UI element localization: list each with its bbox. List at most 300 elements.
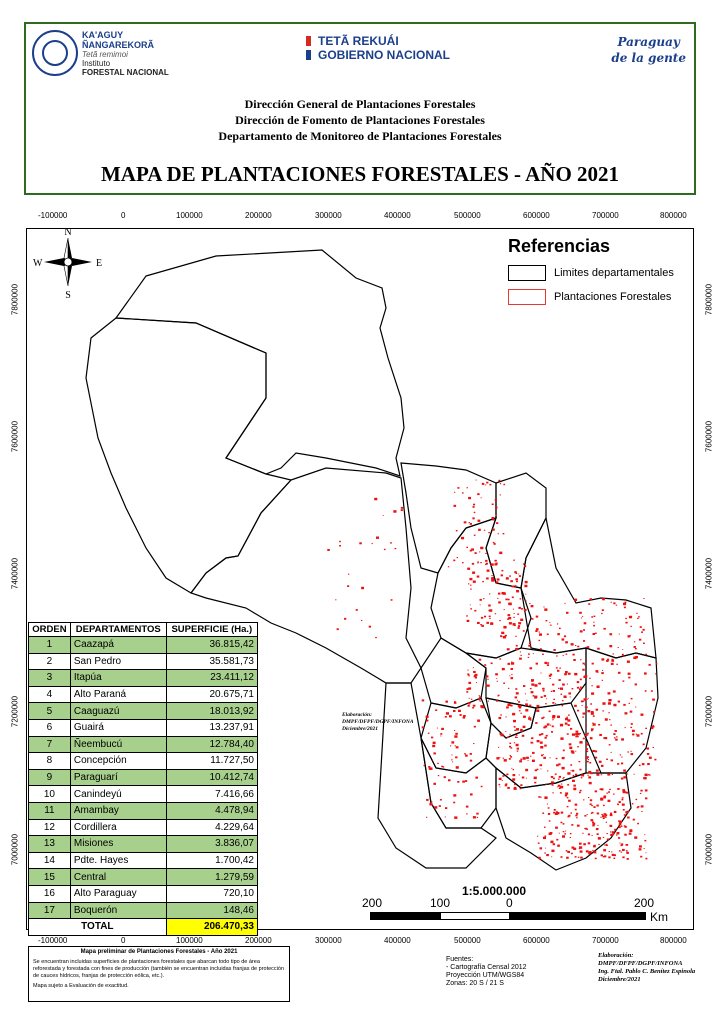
plantation-patch — [645, 690, 647, 692]
plantation-patch — [602, 609, 604, 611]
plantation-patch — [566, 612, 569, 614]
plantation-patch — [538, 796, 540, 798]
plantation-patch — [552, 784, 554, 786]
plantation-patch — [422, 699, 425, 701]
plantation-patch — [559, 787, 561, 789]
infona-seal-icon — [32, 30, 78, 76]
cell-sup: 1.279,59 — [166, 869, 257, 886]
plantation-patch — [635, 656, 638, 658]
plantation-patch — [544, 608, 547, 611]
plantation-patch — [645, 858, 647, 860]
plantation-patch — [493, 542, 495, 543]
plantation-patch — [501, 632, 504, 634]
plantation-patch — [565, 831, 566, 832]
plantation-patch — [567, 684, 568, 685]
plantation-patch — [540, 742, 543, 744]
plantation-patch — [500, 494, 501, 495]
plantation-patch — [502, 780, 503, 781]
plantation-patch — [572, 770, 574, 772]
plantation-patch — [598, 724, 600, 726]
author-1: DMPF/DFPF/DGPF/INFONA — [598, 960, 683, 967]
plantation-patch — [595, 790, 597, 792]
cell-dep: Central — [70, 869, 166, 886]
plantation-patch — [534, 782, 536, 784]
cell-sup: 3.836,07 — [166, 836, 257, 853]
plantation-patch — [560, 688, 563, 690]
plantation-patch — [584, 622, 587, 624]
compass-s: S — [65, 290, 71, 301]
plantation-patch — [515, 636, 516, 637]
plantation-patch — [599, 734, 602, 736]
plantation-patch — [613, 602, 615, 604]
x-tick-bottom-9: 700000 — [592, 936, 619, 945]
plantation-patch — [507, 787, 510, 789]
cell-sup: 7.416,66 — [166, 786, 257, 803]
plantation-patch — [356, 609, 358, 611]
plantation-patch — [453, 794, 456, 796]
dept-amambay — [486, 473, 546, 588]
departments-table — [28, 622, 258, 936]
plantation-patch — [519, 575, 521, 577]
author-title: Elaboración: — [598, 952, 634, 959]
plantation-patch — [566, 857, 569, 859]
plantation-patch — [639, 639, 641, 641]
plantation-patch — [602, 598, 605, 600]
plantation-patch — [632, 734, 634, 736]
plantation-patch — [604, 844, 606, 845]
plantation-patch — [516, 728, 519, 731]
plantation-patch — [581, 774, 584, 776]
plantation-patch — [592, 663, 594, 665]
plantation-patch — [555, 774, 557, 775]
plantation-patch — [470, 605, 471, 606]
plantation-patch — [508, 706, 509, 707]
plantation-patch — [634, 646, 636, 648]
x-tick-bottom-8: 600000 — [523, 936, 550, 945]
plantation-patch — [542, 654, 544, 655]
plantation-patch — [540, 847, 543, 849]
plantation-patch — [638, 616, 640, 617]
plantation-patch — [621, 852, 622, 853]
plantation-patch — [564, 696, 567, 699]
plantation-patch — [582, 716, 584, 717]
plantation-patch — [590, 799, 592, 801]
plantation-patch — [497, 598, 498, 599]
plantation-patch — [562, 767, 565, 770]
plantation-patch — [626, 850, 628, 851]
plantation-patch — [550, 674, 552, 676]
plantation-patch — [606, 845, 608, 847]
x-tick-top-9: 700000 — [592, 211, 619, 220]
plantation-patch — [519, 760, 522, 762]
dept-canindeyu — [521, 518, 656, 658]
plantation-patch — [567, 806, 569, 807]
plantation-patch — [565, 641, 568, 643]
plantation-patch — [566, 717, 568, 718]
plantation-patch — [509, 746, 511, 748]
cell-dep: Caaguazú — [70, 703, 166, 720]
plantation-patch — [504, 759, 507, 762]
disclaimer-box — [28, 946, 290, 1002]
plantation-patch — [532, 743, 533, 744]
plantation-patch — [575, 774, 577, 776]
plantation-patch — [609, 789, 611, 790]
plantation-patch — [639, 848, 642, 850]
plantation-patch — [608, 702, 611, 705]
plantation-patch — [481, 497, 482, 498]
plantation-patch — [485, 560, 487, 562]
plantation-patch — [608, 712, 609, 713]
cell-dep: Alto Paraná — [70, 686, 166, 703]
plantation-patch — [476, 813, 478, 815]
map-credit — [342, 712, 414, 733]
plantation-patch — [589, 782, 592, 784]
plantation-patch — [647, 763, 650, 765]
plantation-patch — [593, 622, 594, 623]
plantation-patch — [549, 833, 552, 836]
plantation-patch — [489, 593, 490, 594]
x-tick-bottom-7: 500000 — [454, 936, 481, 945]
plantation-patch — [466, 691, 468, 693]
plantation-patch — [437, 763, 439, 764]
plantation-patch — [460, 714, 462, 716]
plantation-patch — [503, 484, 505, 485]
plantation-patch — [449, 715, 452, 717]
plantation-patch — [570, 812, 572, 813]
plantation-patch — [599, 761, 602, 763]
plantation-patch — [596, 805, 598, 807]
plantation-patch — [526, 700, 527, 701]
plantation-patch — [592, 822, 594, 824]
plantation-patch — [606, 844, 607, 845]
cell-orden: 5 — [29, 703, 71, 720]
plantation-patch — [575, 815, 577, 817]
plantation-patch — [592, 723, 594, 724]
cell-dep: Itapúa — [70, 670, 166, 687]
plantation-patch — [531, 683, 534, 685]
plantation-patch — [635, 707, 636, 708]
plantation-patch — [534, 777, 537, 780]
plantation-patch — [618, 647, 619, 648]
plantation-patch — [376, 537, 379, 539]
plantation-patch — [584, 828, 585, 829]
plantation-patch — [507, 648, 510, 650]
plantation-patch — [484, 616, 486, 618]
plantation-patch — [486, 685, 488, 687]
x-tick-top-4: 200000 — [245, 211, 272, 220]
plantation-patch — [482, 483, 485, 485]
plantation-patch — [515, 737, 517, 739]
plantation-patch — [390, 542, 392, 543]
plantation-patch — [518, 622, 521, 624]
plantation-patch — [595, 858, 597, 860]
plantation-patch — [566, 654, 568, 655]
plantation-patch — [586, 751, 588, 753]
plantation-patch — [582, 705, 583, 706]
plantation-patch — [468, 583, 469, 584]
plantation-patch — [628, 677, 630, 679]
plantation-patch — [445, 817, 446, 818]
plantation-patch — [603, 817, 605, 819]
plantation-patch — [480, 562, 482, 563]
plantation-patch — [646, 748, 649, 750]
plantation-patch — [540, 746, 543, 749]
plantation-patch — [481, 625, 484, 627]
plantation-patch — [597, 648, 600, 650]
plantation-patch — [480, 547, 483, 550]
cell-sup: 36.815,42 — [166, 637, 257, 654]
plantation-patch — [645, 654, 647, 656]
plantation-patch — [631, 723, 633, 725]
plantation-patch — [544, 827, 546, 828]
plantation-patch — [543, 690, 545, 692]
cell-dep: Caazapá — [70, 637, 166, 654]
plantation-patch — [441, 766, 443, 768]
plantation-patch — [562, 835, 565, 837]
plantation-patch — [499, 778, 502, 780]
plantation-patch — [591, 819, 594, 821]
plantation-patch — [438, 775, 439, 776]
plantation-patch — [477, 493, 479, 495]
plantation-patch — [516, 645, 518, 647]
plantation-patch — [611, 851, 612, 852]
plantation-swatch — [508, 289, 546, 305]
x-tick-top-10: 800000 — [660, 211, 687, 220]
plantation-patch — [556, 839, 558, 841]
plantation-patch — [568, 715, 570, 716]
plantation-patch — [591, 813, 592, 814]
plantation-patch — [618, 701, 620, 703]
plantation-patch — [431, 737, 433, 739]
plantation-patch — [590, 703, 592, 704]
plantation-patch — [637, 618, 639, 619]
plantation-patch — [541, 755, 543, 757]
plantation-patch — [495, 499, 497, 501]
plantation-patch — [590, 803, 592, 805]
plantation-patch — [602, 710, 604, 711]
plantation-patch — [634, 774, 635, 775]
plantation-patch — [480, 604, 481, 605]
plantation-patch — [570, 697, 571, 698]
plantation-patch — [632, 730, 635, 732]
plantation-patch — [565, 671, 568, 673]
plantation-patch — [525, 703, 528, 705]
plantation-patch — [614, 858, 616, 859]
table-row — [29, 736, 258, 753]
plantation-patch — [595, 633, 597, 634]
plantation-patch — [585, 707, 586, 708]
plantation-patch — [575, 809, 577, 811]
plantation-patch — [384, 549, 386, 550]
plantation-patch — [572, 752, 575, 754]
scale-unit: Km — [650, 910, 668, 924]
plantation-patch — [445, 701, 448, 703]
plantation-patch — [637, 806, 639, 808]
plantation-patch — [455, 733, 458, 735]
plantation-patch — [559, 679, 561, 681]
plantation-patch — [588, 603, 590, 605]
plantation-patch — [619, 801, 621, 803]
plantation-patch — [568, 816, 570, 818]
plantation-patch — [637, 823, 639, 825]
plantation-patch — [582, 669, 584, 671]
plantation-patch — [494, 543, 496, 545]
plantation-patch — [518, 607, 521, 609]
plantation-patch — [513, 720, 516, 722]
plantation-patch — [631, 751, 632, 752]
plantation-patch — [545, 784, 546, 785]
plantation-patch — [611, 660, 614, 662]
plantation-patch — [512, 597, 514, 599]
plantation-patch — [519, 710, 521, 711]
plantation-patch — [505, 784, 507, 786]
plantation-patch — [557, 633, 560, 635]
plantation-patch — [607, 839, 609, 841]
plantation-patch — [476, 480, 477, 481]
plantation-patch — [622, 849, 625, 851]
cell-sup: 11.727,50 — [166, 753, 257, 770]
plantation-patch — [422, 726, 425, 728]
plantation-patch — [508, 617, 511, 619]
plantation-patch — [562, 684, 565, 686]
plantation-patch — [456, 746, 459, 748]
plantation-patch — [543, 757, 546, 759]
plantation-patch — [583, 701, 584, 702]
plantation-patch — [502, 570, 504, 572]
plantation-patch — [624, 607, 626, 609]
plantation-patch — [327, 549, 330, 551]
y-tick-right-4: 7200000 — [704, 695, 714, 728]
dept-alto-paraguay — [116, 250, 404, 476]
plantation-patch — [601, 774, 602, 775]
plantation-patch — [562, 757, 565, 759]
page-title: MAPA DE PLANTACIONES FORESTALES - AÑO 2021 — [100, 162, 620, 186]
plantation-patch — [502, 775, 504, 777]
plantation-patch — [548, 807, 550, 808]
plantation-patch — [516, 744, 519, 746]
scale-segment-2 — [440, 912, 510, 920]
x-tick-bottom-1: -100000 — [38, 936, 68, 945]
plantation-patch — [559, 668, 561, 669]
plantation-patch — [622, 804, 625, 806]
plantation-patch — [434, 806, 437, 809]
plantation-patch — [532, 760, 535, 762]
plantation-patch — [383, 515, 384, 516]
plantation-patch — [597, 833, 599, 835]
plantation-patch — [514, 784, 516, 785]
plantation-patch — [473, 705, 476, 707]
plantation-patch — [592, 825, 594, 827]
boundary-swatch — [508, 265, 546, 281]
plantation-patch — [511, 668, 514, 670]
plantation-patch — [549, 622, 550, 623]
plantation-patch — [645, 774, 648, 777]
plantation-patch — [472, 517, 474, 519]
plantation-patch — [457, 781, 459, 783]
plantation-patch — [645, 797, 647, 799]
logo-text-4: Instituto — [82, 59, 111, 68]
plantation-patch — [633, 819, 635, 821]
plantation-patch — [456, 530, 458, 531]
plantation-patch — [562, 705, 564, 706]
plantation-patch — [468, 497, 471, 499]
plantation-patch — [631, 753, 634, 755]
plantation-patch — [465, 780, 467, 782]
plantation-patch — [577, 687, 579, 689]
y-tick-right-1: 7800000 — [704, 283, 714, 316]
disclaimer-text-1: Se encuentran incluidas superficies de plantaciones forestales que abarcan todo tipo de área reforestada y forestada con fines de producción (también se encuentran incluidas franjas de protección de cauces hídricos, franjas de protección eólica, etc.). — [33, 959, 285, 979]
subtitle-1: Dirección General de Plantaciones Forestales — [244, 97, 476, 111]
plantation-patch — [545, 703, 547, 704]
plantation-patch — [611, 752, 612, 753]
map-credit-1: Elaboración: — [342, 712, 372, 718]
plantation-patch — [473, 743, 474, 744]
plantation-patch — [518, 627, 520, 629]
plantation-patch — [547, 723, 550, 725]
plantation-patch — [615, 739, 618, 741]
plantation-patch — [492, 529, 495, 531]
plantation-patch — [580, 857, 583, 859]
cell-orden: 8 — [29, 753, 71, 770]
dept-itapua — [496, 768, 631, 870]
plantation-patch — [571, 770, 572, 771]
plantation-patch — [641, 631, 643, 633]
plantation-patch — [630, 635, 631, 636]
plantation-patch — [568, 724, 570, 726]
plantation-patch — [602, 702, 605, 705]
plantation-patch — [564, 635, 566, 637]
legend-item-boundaries — [508, 265, 698, 281]
plantation-patch — [528, 653, 530, 654]
plantation-patch — [485, 564, 487, 565]
plantation-patch — [605, 814, 607, 816]
plantation-patch — [592, 750, 595, 752]
plantation-patch — [629, 616, 632, 619]
plantation-patch — [556, 655, 558, 656]
plantation-patch — [474, 726, 476, 728]
plantation-patch — [472, 707, 474, 709]
plantation-patch — [574, 705, 577, 707]
plantation-patch — [497, 681, 498, 682]
disclaimer-text-2: Mapa sujeto a Evaluación de exactitud. — [33, 983, 129, 989]
cell-orden: 2 — [29, 653, 71, 670]
plantation-patch — [489, 616, 491, 618]
plantation-patch — [579, 769, 581, 771]
plantation-patch — [500, 733, 502, 735]
map-credit-3: Diciembre/2021 — [342, 726, 379, 732]
plantation-patch — [475, 777, 478, 779]
plantation-patch — [489, 618, 490, 619]
plantation-patch — [481, 786, 483, 787]
plantation-patch — [582, 616, 583, 617]
plantation-patch — [448, 566, 449, 567]
table-row — [29, 703, 258, 720]
plantation-patch — [579, 741, 582, 744]
plantation-patch — [559, 628, 561, 629]
plantation-patch — [595, 757, 597, 759]
plantation-patch — [623, 656, 624, 657]
plantation-patch — [587, 814, 588, 815]
plantation-patch — [509, 675, 510, 676]
plantation-patch — [469, 578, 472, 580]
plantation-patch — [499, 658, 501, 659]
plantation-patch — [538, 857, 541, 859]
scale-bar — [362, 884, 672, 928]
plantation-patch — [535, 630, 537, 632]
plantation-patch — [489, 609, 492, 612]
plantation-patch — [596, 709, 599, 711]
plantation-patch — [518, 574, 519, 575]
